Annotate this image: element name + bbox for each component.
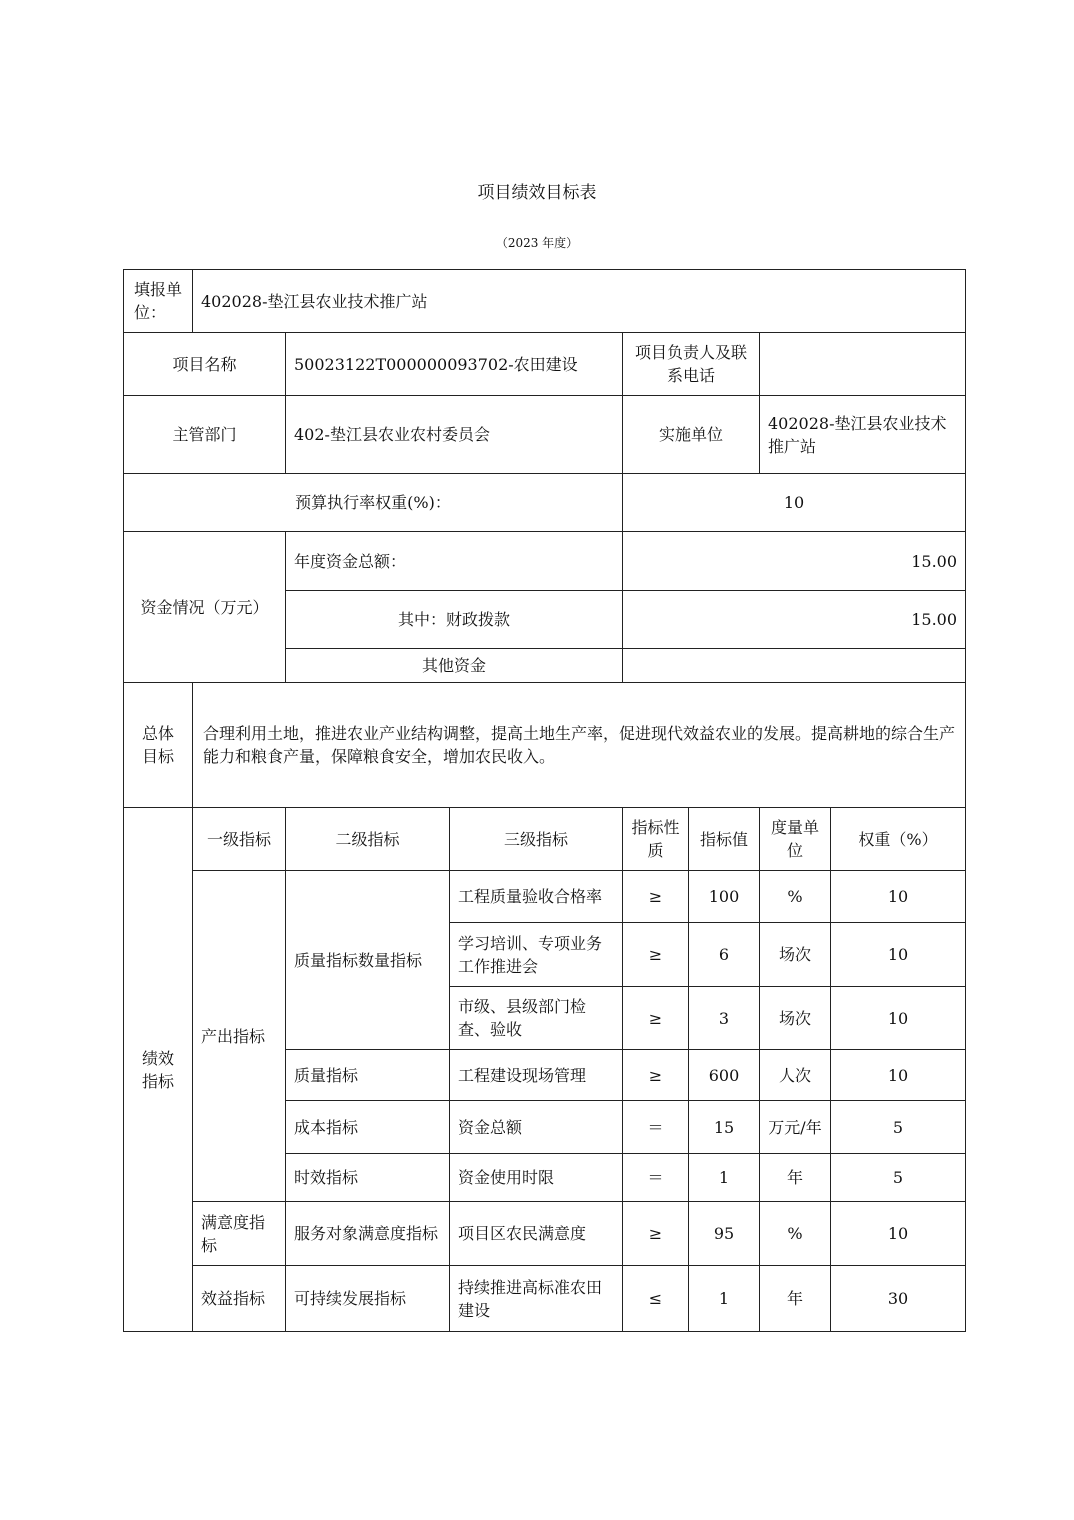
funds-fiscal-label: 其中：财政拨款: [286, 591, 623, 649]
indicator-value: 1: [689, 1266, 760, 1332]
unit-row: [124, 270, 966, 333]
header-value: 指标值: [689, 808, 760, 871]
indicator-op: ≥: [623, 1202, 689, 1266]
header-unit: 度量单位: [760, 808, 831, 871]
header-level1: 一级指标: [193, 808, 286, 871]
department-row: [124, 396, 966, 474]
indicator-value: 1: [689, 1154, 760, 1202]
indicator-weight: 30: [831, 1266, 966, 1332]
indicator-value: 95: [689, 1202, 760, 1266]
indicator-name: 工程建设现场管理: [450, 1050, 623, 1101]
performance-target-table: [123, 269, 966, 1332]
indicator-unit: 场次: [760, 923, 831, 987]
goal-row: [124, 683, 966, 808]
funds-total-label: 年度资金总额：: [286, 532, 623, 591]
indicator-name: 工程质量验收合格率: [450, 871, 623, 923]
funds-other-label: 其他资金: [286, 649, 623, 683]
indicator-weight: 10: [831, 1050, 966, 1101]
goal-text: 合理利用土地，推进农业产业结构调整，提高土地生产率，促进现代效益农业的发展。提高耕地的综合生产能力和粮食产量，保障粮食安全，增加农民收入。: [193, 683, 966, 808]
funds-other-value: [623, 649, 966, 683]
funds-total-row: [124, 532, 966, 591]
budget-rate-row: [124, 474, 966, 532]
indicator-unit: 人次: [760, 1050, 831, 1101]
group-quality-quantity: 质量指标数量指标: [286, 871, 450, 1050]
indicator-name: 学习培训、专项业务工作推进会: [450, 923, 623, 987]
header-level3: 三级指标: [450, 808, 623, 871]
indicator-unit: %: [760, 871, 831, 923]
header-level2: 二级指标: [286, 808, 450, 871]
indicator-weight: 10: [831, 1202, 966, 1266]
year-subtitle: （2023 年度）: [495, 236, 579, 250]
funds-fiscal-value: 15.00: [623, 591, 966, 649]
unit-label: 填报单位：: [124, 270, 193, 333]
indicator-value: 15: [689, 1101, 760, 1154]
header-nature: 指标性质: [623, 808, 689, 871]
indicator-op: ＝: [623, 1154, 689, 1202]
budget-rate-value: 10: [623, 474, 966, 532]
header-weight: 权重（%）: [831, 808, 966, 871]
group-benefit: 效益指标: [193, 1266, 286, 1332]
indicator-weight: 5: [831, 1154, 966, 1202]
group-timeliness: 时效指标: [286, 1154, 450, 1202]
group-quality: 质量指标: [286, 1050, 450, 1101]
contact-value: [760, 333, 966, 396]
indicator-weight: 10: [831, 987, 966, 1050]
indicator-value: 600: [689, 1050, 760, 1101]
group-sustainable: 可持续发展指标: [286, 1266, 450, 1332]
group-service-satisfaction: 服务对象满意度指标: [286, 1202, 450, 1266]
indicator-name: 资金使用时限: [450, 1154, 623, 1202]
indicator-weight: 5: [831, 1101, 966, 1154]
group-satisfaction: 满意度指标: [193, 1202, 286, 1266]
indicators-label: 绩效指标: [124, 808, 193, 1332]
funds-label: 资金情况（万元）: [124, 532, 286, 683]
group-cost: 成本指标: [286, 1101, 450, 1154]
indicator-weight: 10: [831, 871, 966, 923]
indicator-value: 100: [689, 871, 760, 923]
indicator-unit: %: [760, 1202, 831, 1266]
unit-value: 402028-垫江县农业技术推广站: [193, 270, 966, 333]
dept-label: 主管部门: [124, 396, 286, 474]
indicator-value: 3: [689, 987, 760, 1050]
budget-rate-label: 预算执行率权重(%)：: [124, 474, 623, 532]
funds-total-value: 15.00: [623, 532, 966, 591]
indicator-name: 资金总额: [450, 1101, 623, 1154]
indicator-op: ＝: [623, 1101, 689, 1154]
indicator-op: ≥: [623, 987, 689, 1050]
table-row: [124, 1266, 966, 1332]
table-row: [124, 871, 966, 923]
indicator-op: ≥: [623, 923, 689, 987]
dept-value: 402-垫江县农业农村委员会: [286, 396, 623, 474]
indicator-weight: 10: [831, 923, 966, 987]
table-row: [124, 1202, 966, 1266]
group-output: 产出指标: [193, 871, 286, 1202]
indicator-name: 市级、县级部门检查、验收: [450, 987, 623, 1050]
indicator-op: ≥: [623, 1050, 689, 1101]
project-name-value: 50023122T000000093702-农田建设: [286, 333, 623, 396]
impl-label: 实施单位: [623, 396, 760, 474]
page-title: 项目绩效目标表: [477, 183, 597, 203]
indicator-name: 持续推进高标准农田建设: [450, 1266, 623, 1332]
indicator-value: 6: [689, 923, 760, 987]
indicator-unit: 年: [760, 1154, 831, 1202]
impl-value: 402028-垫江县农业技术推广站: [760, 396, 966, 474]
contact-label: 项目负责人及联系电话: [623, 333, 760, 396]
indicator-op: ≥: [623, 871, 689, 923]
project-name-label: 项目名称: [124, 333, 286, 396]
indicator-unit: 年: [760, 1266, 831, 1332]
indicator-unit: 万元/年: [760, 1101, 831, 1154]
goal-label: 总体目标: [124, 683, 193, 808]
indicator-op: ≤: [623, 1266, 689, 1332]
project-name-row: [124, 333, 966, 396]
indicator-unit: 场次: [760, 987, 831, 1050]
indicator-header-row: [124, 808, 966, 871]
indicator-name: 项目区农民满意度: [450, 1202, 623, 1266]
